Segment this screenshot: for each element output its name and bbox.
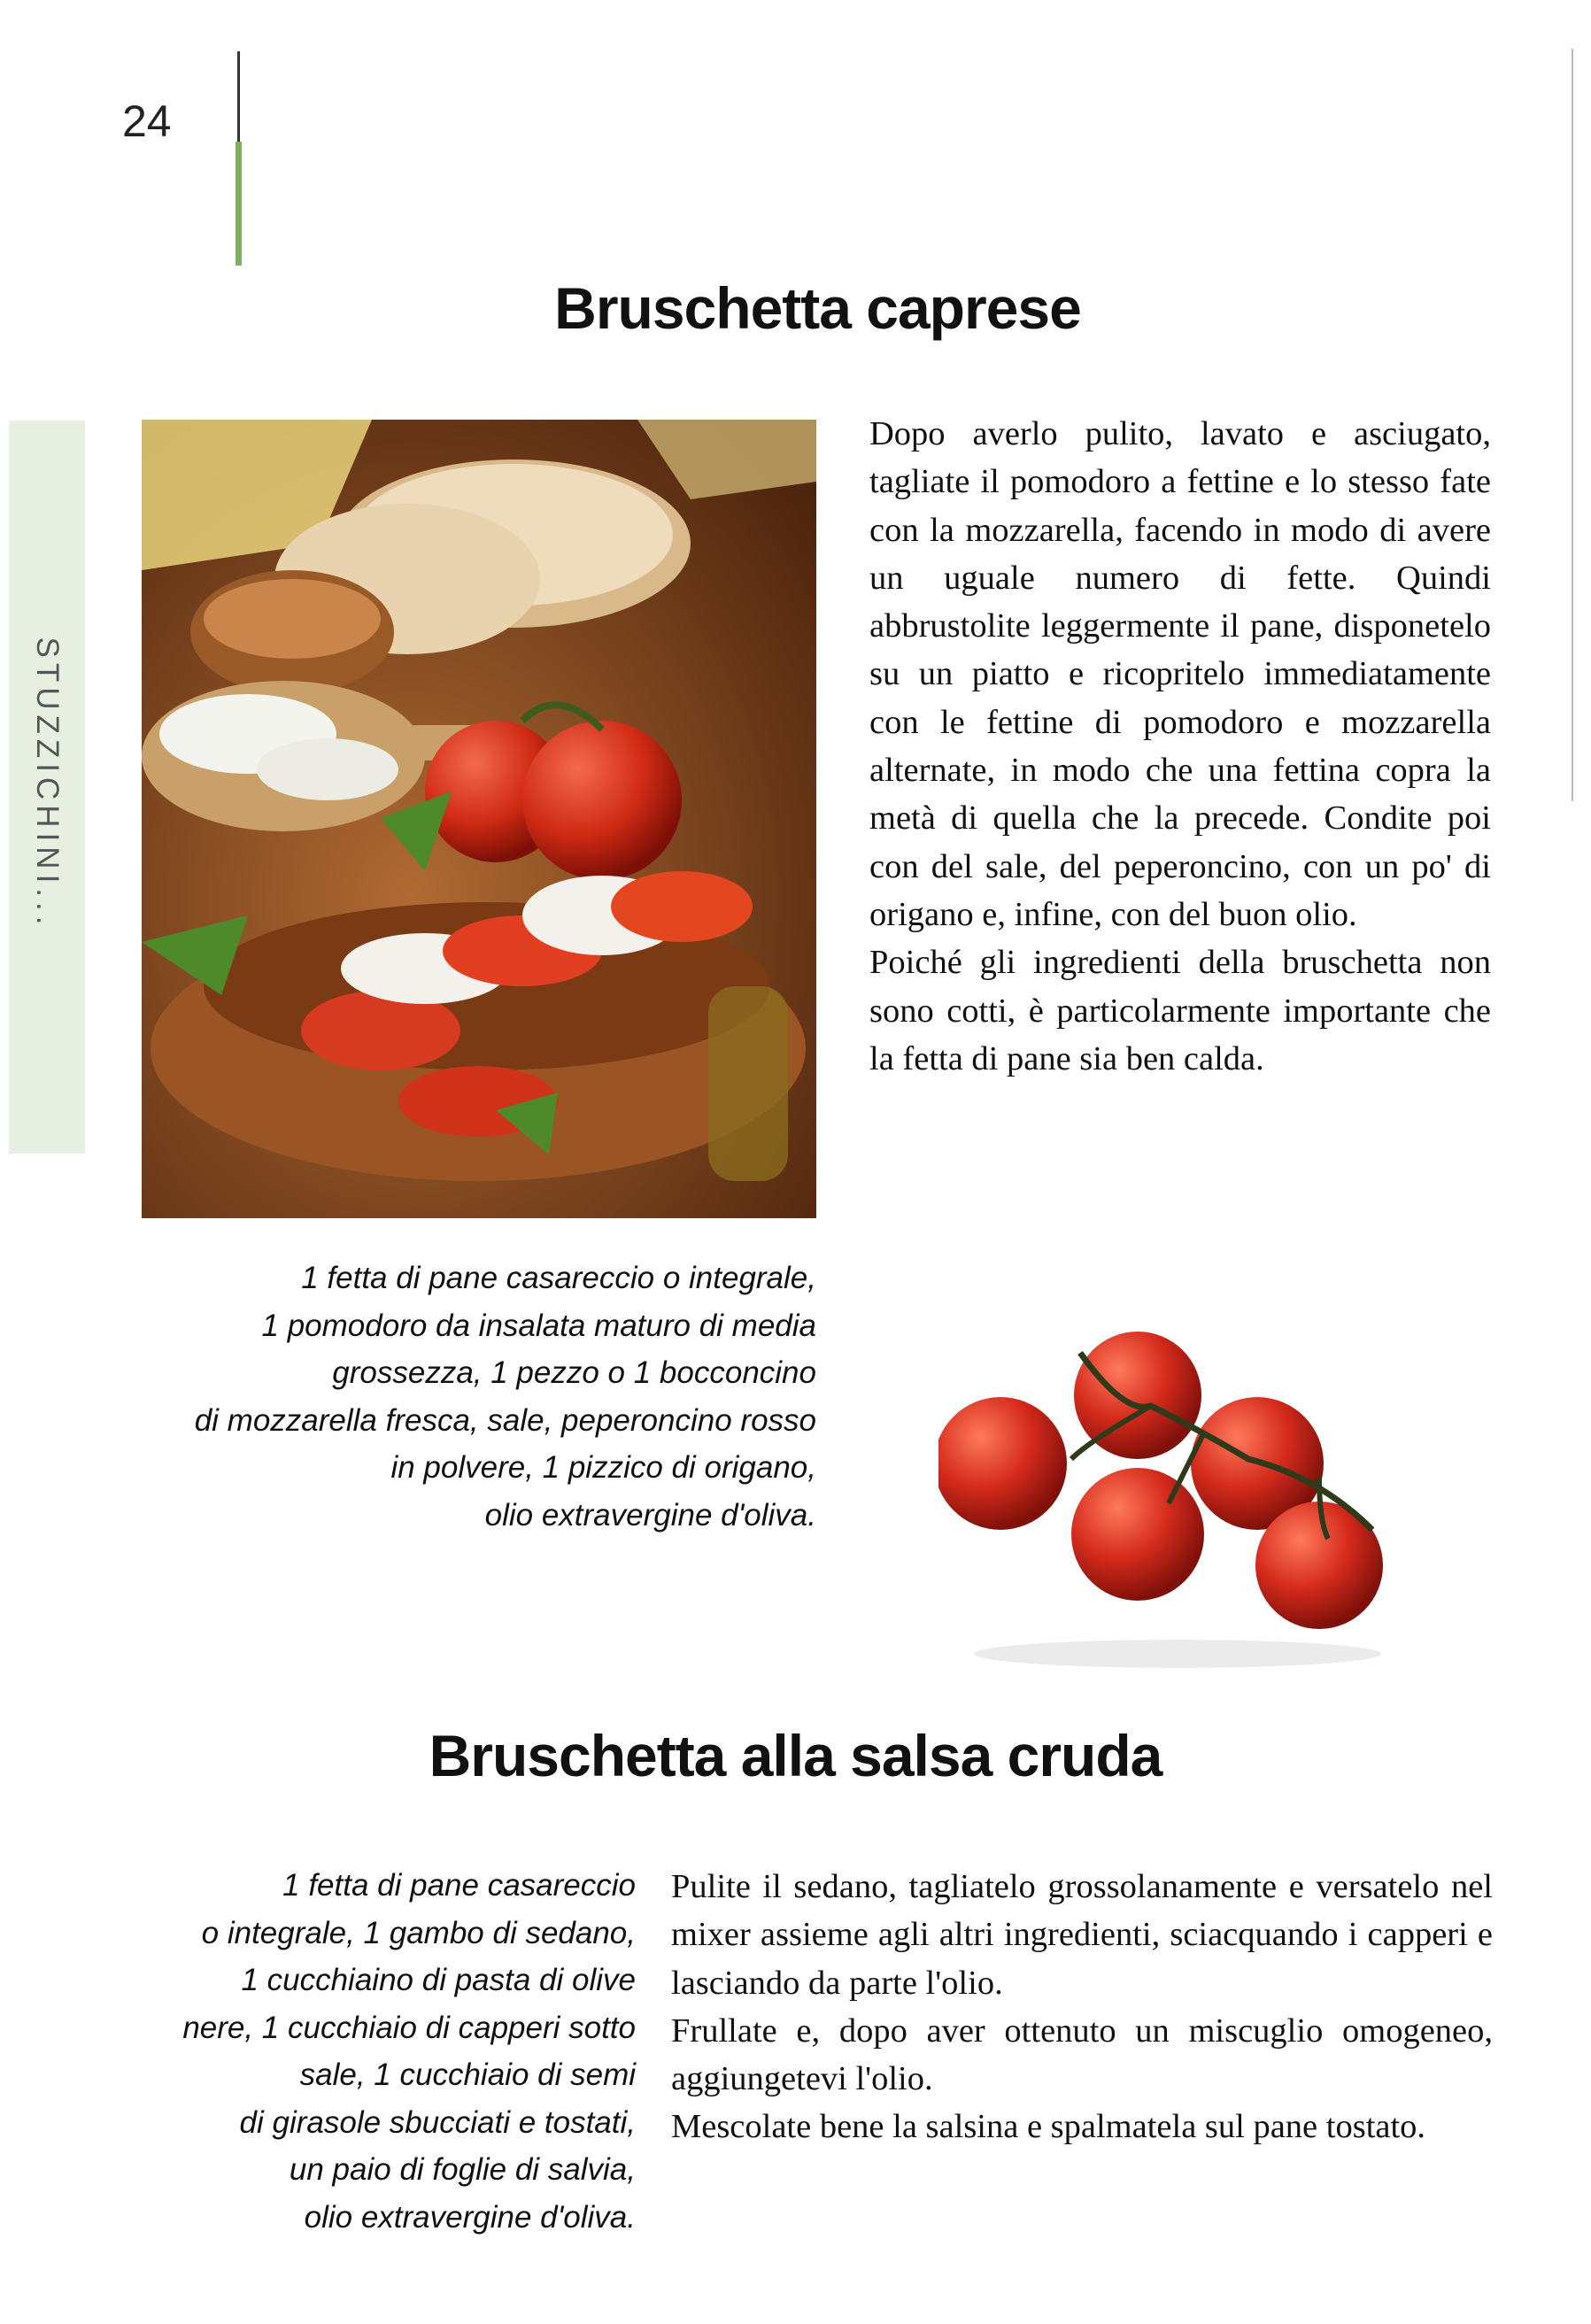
method-paragraph: Dopo averlo pulito, lavato e asciugato, tagliate il pomodoro a fettine e lo stesso fate con la mozzarella, facendo in modo di avere un uguale numero di fette. Quindi abbrustolite leggermente il pane, disponetelo su un piatto e ricopritelo immediatamente con le fettine di pomodoro e mozzarella alternate, in modo che una fettina copra la metà di quella che la precede. Condite poi con del sale, del peperoncino, con un po' di origano e, infine, con del buon olio. (869, 415, 1491, 933)
method-paragraph-3: Mescolate bene la salsina e spalmatela sul pane tostato. (671, 2108, 1426, 2146)
page-number: 24 (122, 97, 172, 146)
header-rule-accent (236, 142, 242, 266)
recipe-title-salsa-cruda: Bruschetta alla salsa cruda (429, 1723, 1162, 1788)
method-paragraph: Pulite il sedano, tagliatelo grossolanamente e versatelo nel mixer assieme agli altri ingredienti, sciacquando i capperi e lasciando da parte l'olio. (671, 1868, 1493, 2002)
recipe-method-salsa-cruda (671, 1863, 1493, 2151)
section-label: STUZZICHINI... (30, 637, 65, 930)
method-paragraph-2: Frullate e, dopo aver ottenuto un miscuglio omogeneo, aggiungetevi l'olio. (671, 2011, 1493, 2098)
method-note: Poiché gli ingredienti della bruschetta non sono cotti, è particolarmente importante che la fetta di pane sia ben calda. (869, 944, 1491, 1077)
recipe-title-caprese: Bruschetta caprese (554, 275, 1081, 341)
bruschetta-photo (142, 420, 816, 1218)
ingredients-caprese: 1 fetta di pane casareccio o integrale, 1 pomodoro da insalata maturo di media grossezza, 1 pezzo o 1 bocconcino di mozzarella fresca, sale, peperoncino rosso in polvere, 1 pizzico di origano, olio extravergine d'oliva. (194, 1261, 816, 1533)
cherry-tomatoes-photo (938, 1309, 1408, 1672)
recipe-method-caprese (869, 410, 1491, 1083)
margin-rule (1572, 49, 1573, 801)
ingredients-salsa-cruda: 1 fetta di pane casareccio o integrale, 1 gambo di sedano, 1 cucchiaino di pasta di olive nere, 1 cucchiaio di capperi sotto sale, 1 cucchiaio di semi di girasole sbucciati e tostati, un paio di foglie di salvia, olio extravergine d'oliva. (182, 1868, 636, 2235)
